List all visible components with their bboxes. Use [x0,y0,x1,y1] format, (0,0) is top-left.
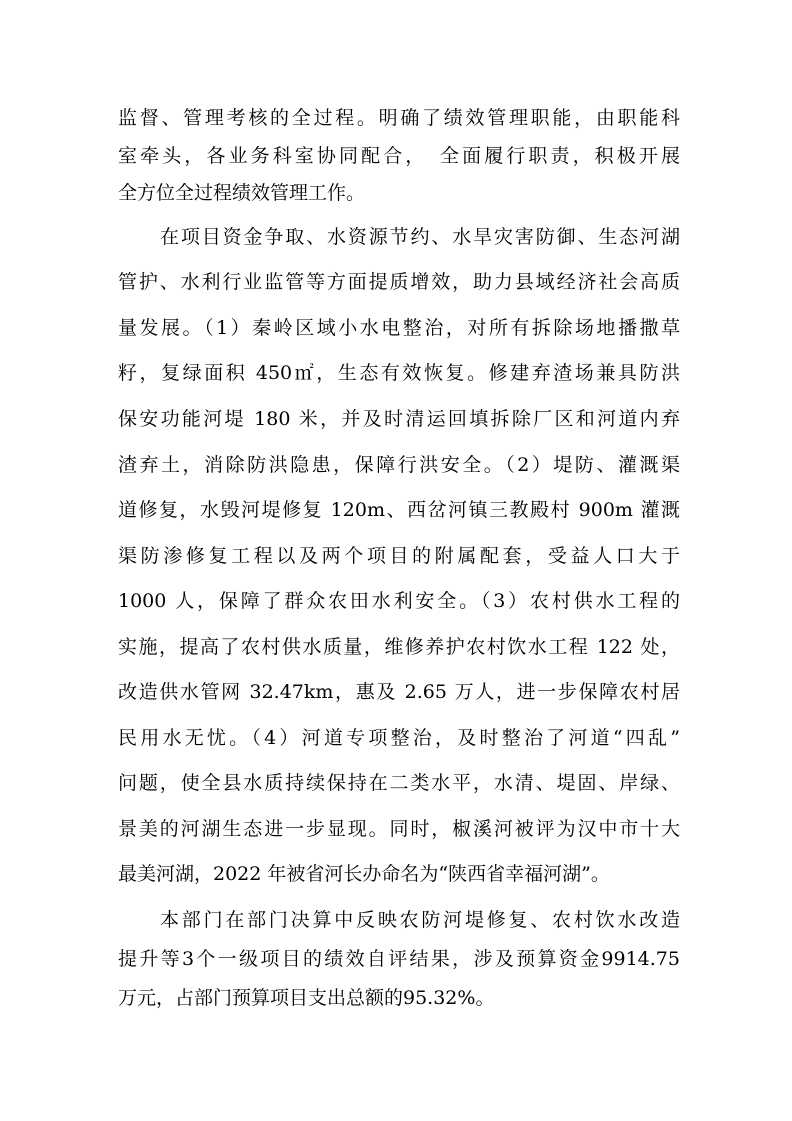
paragraph-2-line-13: 问题，使全县水质持续保持在二类水平，水清、堤固、岸绿、 [118,772,680,794]
paragraph-2-line-12: 民用水无忧。（4）河道专项整治，及时整治了河道“四乱” [118,727,680,749]
paragraph-2-line-1: 在项目资金争取、水资源节约、水旱灾害防御、生态河湖 [160,226,680,248]
paragraph-2-line-14: 景美的河湖生态进一步显现。同时，椒溪河被评为汉中市十大 [118,818,680,840]
paragraph-2-line-2: 管护、水利行业监管等方面提质增效，助力县域经济社会高质 [118,271,680,293]
paragraph-2-line-11: 改造供水管网 32.47km，惠及 2.65 万人，进一步保障农村居 [118,681,680,703]
paragraph-2-line-7: 道修复，水毁河堤修复 120m、西岔河镇三教殿村 900m 灌溉 [118,499,680,521]
paragraph-1-line-2: 室牵头，各业务科室协同配合， 全面履行职责，积极开展 [118,145,680,167]
paragraph-2-line-5: 保安功能河堤 180 米，并及时清运回填拆除厂区和河道内弃 [118,408,680,430]
paragraph-2-line-9: 1000 人，保障了群众农田水利安全。（3）农村供水工程的 [118,590,680,612]
paragraph-3-line-2: 提升等3个一级项目的绩效自评结果，涉及预算资金9914.75 [118,948,680,970]
paragraph-2-line-15: 最美河湖，2022 年被省河长办命名为“陕西省幸福河湖”。 [118,863,610,885]
paragraph-2-line-10: 实施，提高了农村供水质量，维修养护农村饮水工程 122 处， [118,636,680,658]
paragraph-3-line-3: 万元，占部门预算项目支出总额的95.32%。 [118,987,495,1009]
paragraph-2-line-8: 渠防渗修复工程以及两个项目的附属配套，受益人口大于 [118,545,680,567]
paragraph-1-line-3: 全方位全过程绩效管理工作。 [118,182,366,204]
paragraph-3-line-1: 本部门在部门决算中反映农防河堤修复、农村饮水改造 [160,909,680,931]
paragraph-2-line-6: 渣弃土，消除防洪隐患，保障行洪安全。（2）堤防、灌溉渠 [118,454,680,476]
paragraph-2-line-4: 籽，复绿面积 450㎡，生态有效恢复。修建弃渣场兼具防洪 [118,362,680,384]
paragraph-1-line-1: 监督、管理考核的全过程。明确了绩效管理职能，由职能科 [118,107,680,129]
paragraph-2-line-3: 量发展。（1）秦岭区域小水电整治，对所有拆除场地播撒草 [118,317,680,339]
